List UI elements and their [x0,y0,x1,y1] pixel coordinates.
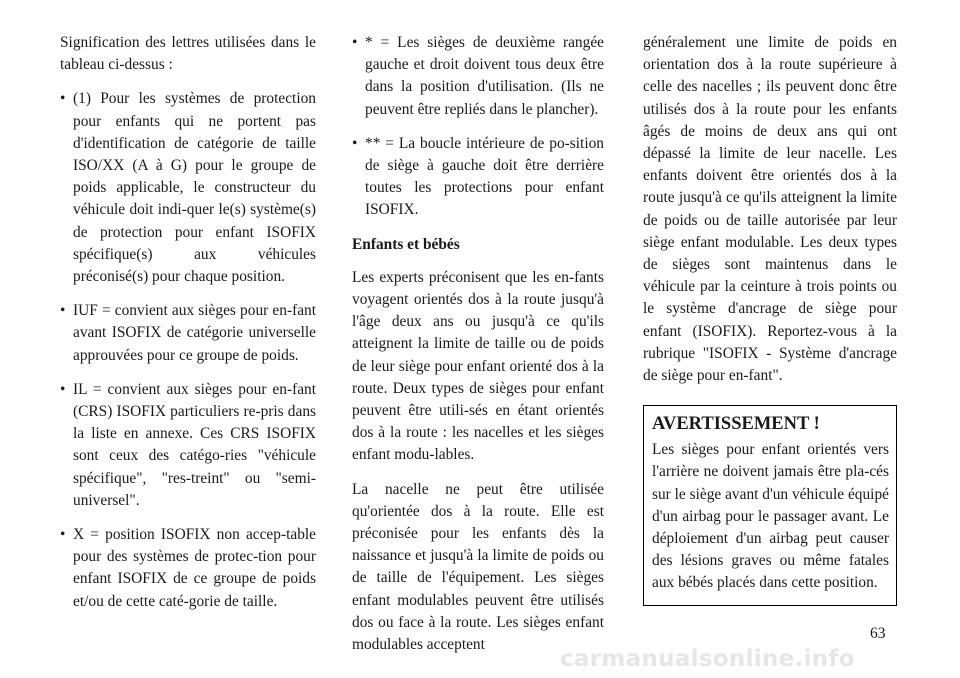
list-item [60,524,316,613]
intro-paragraph: Signification des lettres utilisées dans le tableau ci-dessus : [60,34,316,74]
body-paragraph: généralement une limite de poids en orientation dos à la route supérieure à celle des nacelles ; ils peuvent donc être utilisés dos à la route pour les enfants âgés de moins de deux ans qui ont dépassé la limite de leur nacelle. Les enfants doivent être orientés dos à la route jusqu'à ce qu'ils atteignent la limite de poids ou de taille autorisée par leur siège enfant modulable. Les deux types de sièges sont maintenus dans le véhicule par la ceinture à trois points ou le système d'ancrage de siège pour enfant (ISOFIX). Reportez-vous à la rubrique "ISOFIX - Système d'ancrage de siège pour en-fant". [643,34,897,385]
list-item [60,300,316,367]
list-item [352,133,604,222]
bullet-icon: • [60,302,66,320]
column-left [60,32,316,625]
list-item-text: X = position ISOFIX non accep-table pour des systèmes de protec-tion pour enfant ISOFIX de ce groupe de poids et/ou de cette caté-gorie de taille. [73,526,316,610]
bullet-icon: • [352,134,358,152]
list-item [60,88,316,288]
warning-text: Les sièges pour enfant orientés vers l'arrière ne doivent jamais être pla-cés sur le siège avant d'un véhicule équipé d'un airbag pour le passager avant. Le déploiement d'un airbag peut causer des lésions graves ou même fatales aux bébés placés dans cette position. [652,441,889,592]
bullet-icon: • [60,90,66,108]
body-paragraph: Les experts préconisent que les en-fants voyagent orientés dos à la route jusqu'à l'âge deux ans ou jusqu'à ce qu'ils atteignent la limite de taille ou de poids de leur siège pour enfant orienté dos à la route. Deux types de sièges pour enfant peuvent être utili-sés en étant orientés dos à la route : les nacelles et les sièges enfant modu-lables. [352,268,604,464]
list-item [60,379,316,512]
watermark: carmanualsonline.info [560,646,855,672]
bullet-icon: • [60,526,66,544]
bullet-icon: • [60,380,66,398]
section-heading: Enfants et bébés [352,235,460,253]
body-paragraph: La nacelle ne peut être utilisée qu'orientée dos à la route. Elle est préconisée pour les enfants dès la naissance et jusqu'à la limite de poids ou de taille de l'équipement. Les sièges enfant modulables peuvent être utilisés dos ou face à la route. Les sièges enfant modulables acceptent [352,480,604,654]
column-right [643,32,897,606]
warning-box [643,405,897,605]
list-item-text: * = Les sièges de deuxième rangée gauche et droit doivent tous deux être dans la position d'utilisation. (Ils ne peuvent être repliés dans le plancher). [365,34,604,118]
warning-title: AVERTISSEMENT ! [652,414,820,435]
list-item [352,32,604,121]
list-item-text: (1) Pour les systèmes de protection pour enfants qui ne portent pas d'identification de catégorie de taille ISO/XX (A à G) pour le groupe de poids applicable, le constructeur du véhicule doit indi-quer le(s) système(s) de protection pour enfant ISOFIX spécifique(s) aux véhicules préconisé(s) pour chaque position. [73,90,316,286]
list-item-text: ** = La boucle intérieure de po-sition de siège à gauche doit être derrière toutes les protections pour enfant ISOFIX. [365,134,604,219]
list-item-text: IUF = convient aux sièges pour en-fant avant ISOFIX de catégorie universelle approuvées pour ce groupe de poids. [73,302,316,364]
column-middle [352,32,604,668]
list-item-text: IL = convient aux sièges pour en-fant (CRS) ISOFIX particuliers re-pris dans la liste en annexe. Ces CRS ISOFIX sont ceux des catégo-ries "véhicule spécifique", "res-treint" ou "semi-universel". [73,380,316,509]
bullet-icon: • [352,34,358,51]
page-number: 63 [870,625,886,642]
